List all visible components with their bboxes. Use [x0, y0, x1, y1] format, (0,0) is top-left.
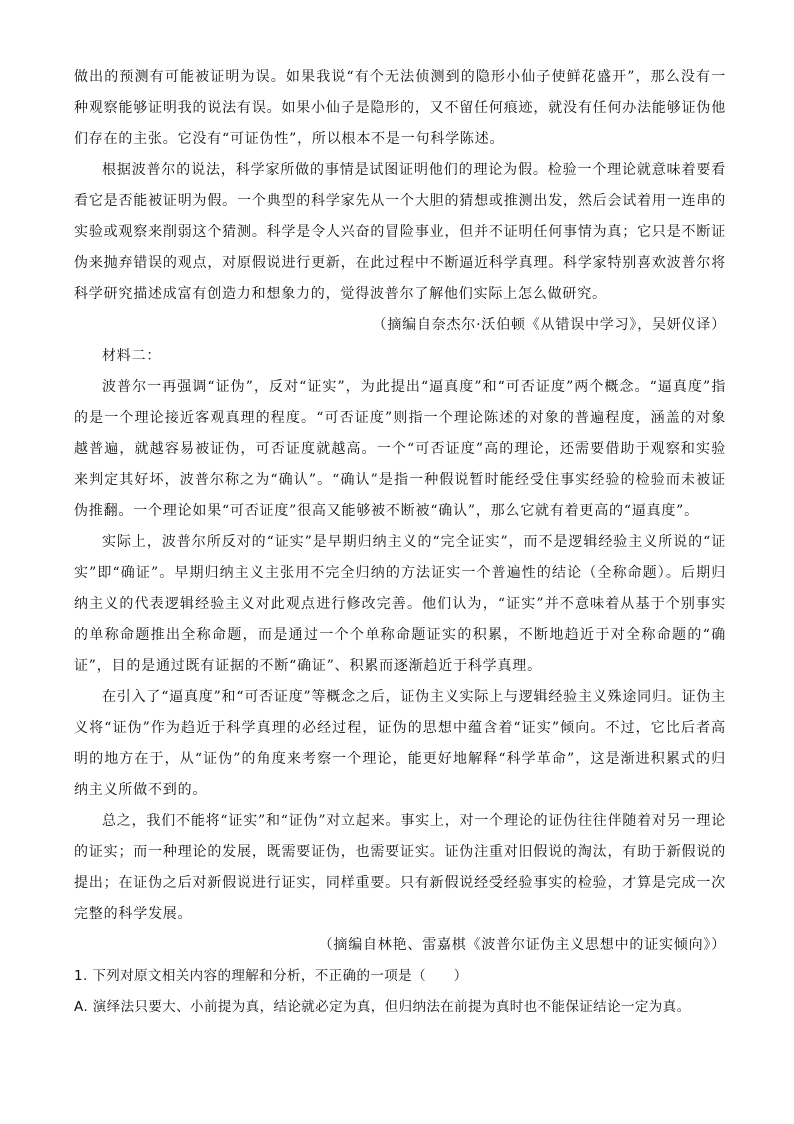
paragraph-popper-scientists: 根据波普尔的说法，科学家所做的事情是试图证明他们的理论为假。检验一个理论就意味着要看看它是否能被证明为假。一个典型的科学家先从一个大胆的猜想或推测出发，然后会试着用一连串的实验或观察来削弱这个猜测。科学是令人兴奋的冒险事业，但并不证明任何事情为真；它只是不断证伪来抛弃错误的观点，对原假说进行更新，在此过程中不断逼近科学真理。科学家特别喜欢波普尔将科学研究描述成富有创造力和想象力的，觉得波普尔了解他们实际上怎么做研究。: [74, 162, 726, 302]
paragraph-convergence: 在引入了“逼真度”和“可否证度”等概念之后，证伪主义实际上与逻辑经验主义殊途同归。证伪主义将“证伪”作为趋近于科学真理的必经过程，证伪的思想中蕴含着“证实”倾向。不过，它比后者高明的地方在于，从“证伪”的角度来考察一个理论，能更好地解释“科学革命”，这是渐进积累式的归纳主义所做不到的。: [74, 689, 726, 798]
material-two-label: 材料二：: [102, 348, 162, 364]
paragraph-conclusion: 总之，我们不能将“证实”和“证伪”对立起来。事实上，对一个理论的证伪往往伴随着对另一理论的证实；而一种理论的发展，既需要证伪，也需要证实。证伪注重对旧假说的淘汰，有助于新假说的提出；在证伪之后对新假说进行证实，同样重要。只有新假说经受经验事实的检验，才算是完成一次完整的科学发展。: [74, 813, 726, 922]
paragraph-continued-falsifiability: 做出的预测有可能被证明为误。如果我说“有个无法侦测到的隐形小仙子使鲜花盛开”，那么没有一种观察能够证明我的说法有误。如果小仙子是隐形的，又不留任何痕迹，就没有任何办法能够证伪他们存在的主张。它没有“可证伪性”，所以根本不是一句科学陈述。: [74, 69, 726, 147]
question-one-option-a: A. 演绎法只要大、小前提为真，结论就必定为真，但归纳法在前提为真时也不能保证结论一定为真。: [74, 999, 691, 1015]
paragraph-verisimilitude: 波普尔一再强调“证伪”，反对“证实”，为此提出“逼真度”和“可否证度”两个概念。“逼真度”指的是一个理论接近客观真理的程度。“可否证度”则指一个理论陈述的对象的普遍程度，涵盖的对象越普遍，就越容易被证伪，可否证度就越高。一个“可否证度”高的理论，还需要借助于观察和实验来判定其好坏，波普尔称之为“确认”。“确认”是指一种假说暂时能经受住事实经验的检验而未被证伪推翻。一个理论如果“可否证度”很高又能够被不断被“确认”，那么它就有着更高的“逼真度”。: [74, 379, 726, 519]
citation-material-one: （摘编自奈杰尔·沃伯顿《从错误中学习》，吴妍仪译）: [372, 317, 726, 333]
question-one-stem: 1. 下列对原文相关内容的理解和分析，不正确的一项是（ ）: [74, 968, 468, 984]
document-page: [74, 62, 726, 1023]
citation-material-two: （摘编自林艳、雷嘉棋《波普尔证伪主义思想中的证实倾向》）: [318, 937, 726, 953]
paragraph-verification: 实际上，波普尔所反对的“证实”是早期归纳主义的“完全证实”，而不是逻辑经验主义所说的“证实”即“确证”。早期归纳主义主张用不完全归纳的方法证实一个普遍性的结论（全称命题）。后期归纳主义的代表逻辑经验主义对此观点进行修改完善。他们认为，“证实”并不意味着从基于个别事实的单称命题推出全称命题，而是通过一个个单称命题证实的积累，不断地趋近于对全称命题的“确证”，目的是通过既有证据的不断“确证”、积累而逐渐趋近于科学真理。: [74, 534, 726, 674]
